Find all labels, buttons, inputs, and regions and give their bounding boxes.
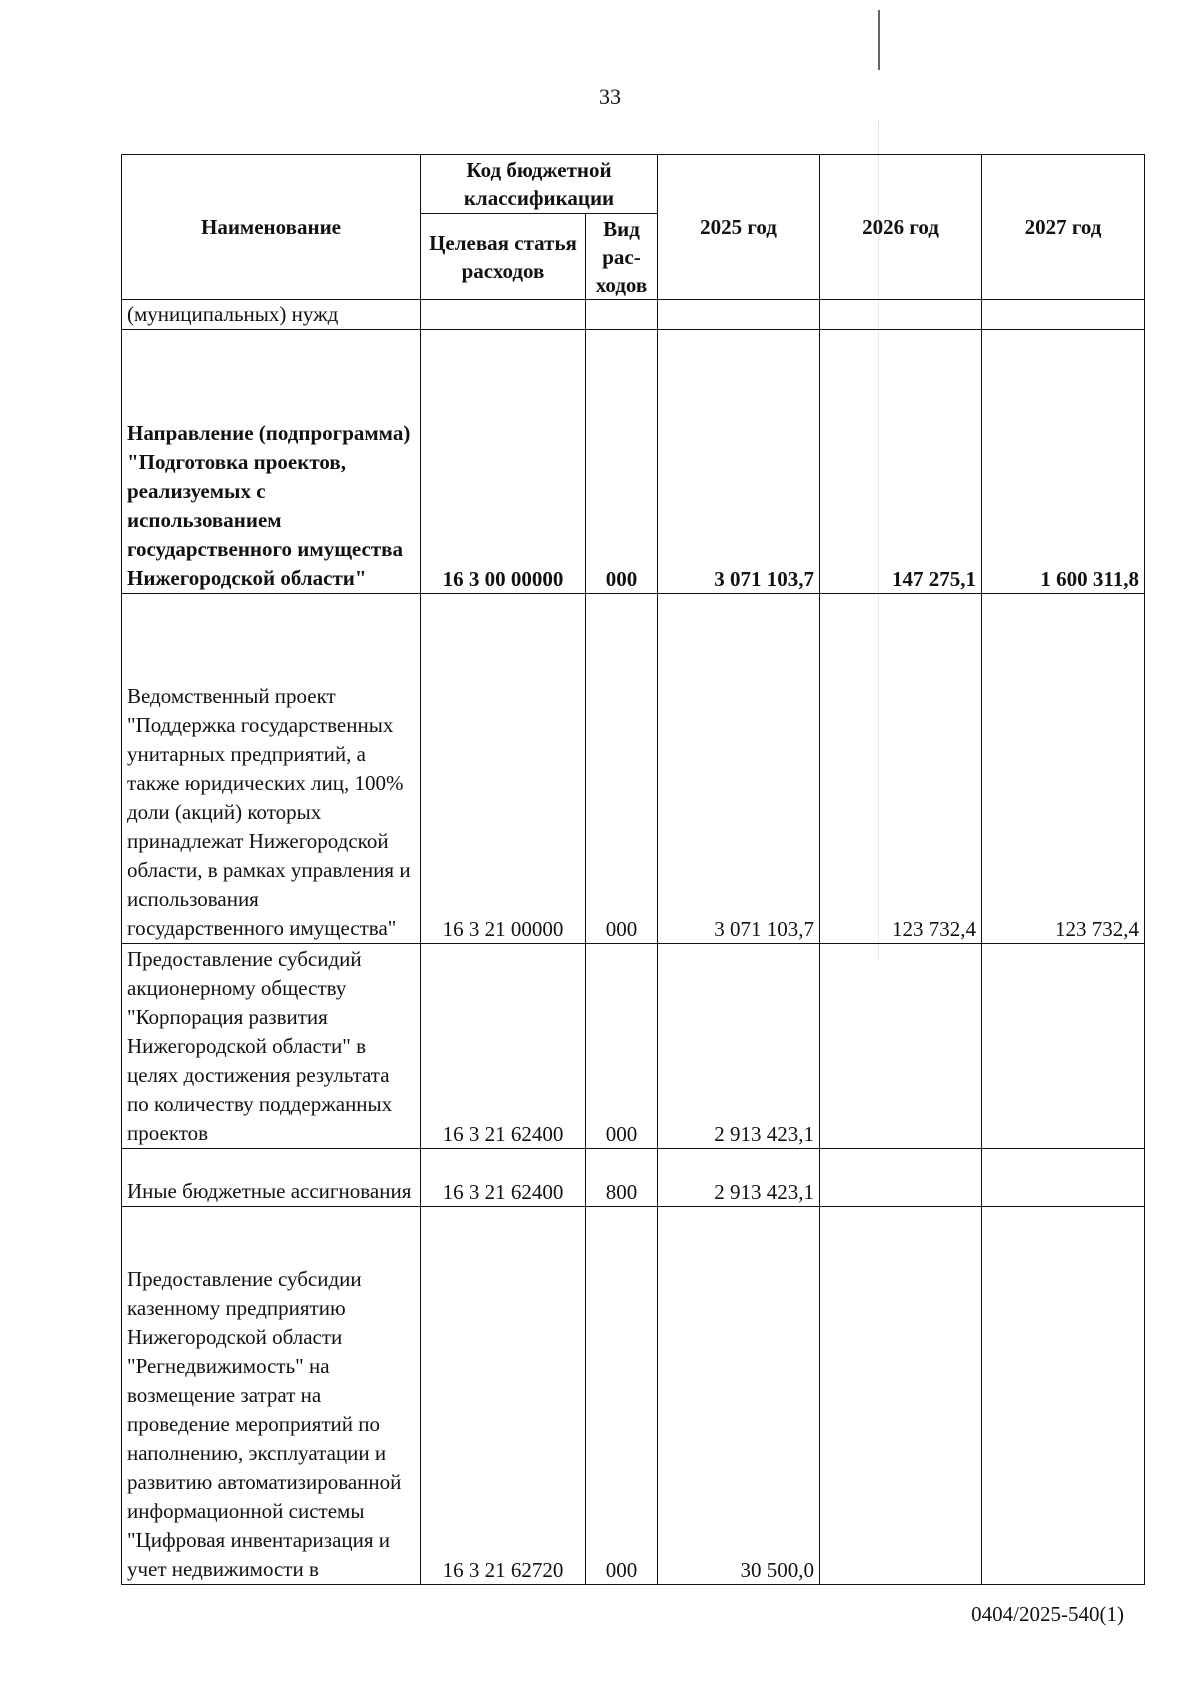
- row-amount-2026: [820, 944, 982, 1149]
- row-code: 16 3 21 00000: [421, 594, 586, 944]
- row-amount-2027: [982, 1149, 1145, 1207]
- table-header-row: [122, 155, 1145, 214]
- row-amount-2026: [820, 1149, 982, 1207]
- table-row: [122, 300, 1145, 330]
- table-row: [122, 1207, 1145, 1585]
- row-amount-2027: [982, 300, 1145, 330]
- row-type: 000: [586, 944, 658, 1149]
- header-budget-code: Код бюджетной классификации: [421, 155, 658, 214]
- budget-table: [121, 154, 1145, 1585]
- table-row: [122, 1149, 1145, 1207]
- row-amount-2025: 3 071 103,7: [658, 330, 820, 594]
- row-name: Ведомственный проект "Поддержка государственных унитарных предприятий, а также юридических лиц, 100% доли (акций) которых принадлежат Нижегородской области, в рамках управления и использования государственного имущества": [122, 594, 421, 944]
- row-type: 000: [586, 1207, 658, 1585]
- row-amount-2025: [658, 300, 820, 330]
- header-year-2027: 2027 год: [982, 155, 1145, 300]
- row-amount-2025: 30 500,0: [658, 1207, 820, 1585]
- row-type: [586, 300, 658, 330]
- row-name: Направление (подпрограмма) "Подготовка проектов, реализуемых с использованием государственного имущества Нижегородской области": [122, 330, 421, 594]
- header-name: Наименование: [122, 155, 421, 300]
- row-type: 800: [586, 1149, 658, 1207]
- document-code: 0404/2025-540(1): [971, 1602, 1124, 1626]
- row-code: 16 3 21 62400: [421, 944, 586, 1149]
- header-target-article: Целевая статья расходов: [421, 214, 586, 300]
- page-number: 33: [599, 84, 621, 109]
- table-row: [122, 944, 1145, 1149]
- row-amount-2025: 2 913 423,1: [658, 1149, 820, 1207]
- row-name: Иные бюджетные ассигнования: [122, 1149, 421, 1207]
- row-type: 000: [586, 594, 658, 944]
- row-amount-2027: [982, 944, 1145, 1149]
- scan-margin-line: [878, 10, 880, 70]
- table-row: [122, 594, 1145, 944]
- row-amount-2026: 123 732,4: [820, 594, 982, 944]
- header-year-2025: 2025 год: [658, 155, 820, 300]
- row-amount-2027: 123 732,4: [982, 594, 1145, 944]
- row-amount-2027: [982, 1207, 1145, 1585]
- row-name: Предоставление субсидии казенному предприятию Нижегородской области "Регнедвижимость" на возмещение затрат на проведение мероприятий по наполнению, эксплуатации и развитию автоматизированной информационной системы "Цифровая инвентаризация и учет недвижимости в: [122, 1207, 421, 1585]
- row-amount-2026: 147 275,1: [820, 330, 982, 594]
- row-code: 16 3 21 62400: [421, 1149, 586, 1207]
- row-name: Предоставление субсидий акционерному обществу "Корпорация развития Нижегородской области" в целях достижения результата по количеству поддержанных проектов: [122, 944, 421, 1149]
- table-row: [122, 330, 1145, 594]
- row-type: 000: [586, 330, 658, 594]
- row-amount-2027: 1 600 311,8: [982, 330, 1145, 594]
- row-name: (муниципальных) нужд: [122, 300, 421, 330]
- row-amount-2026: [820, 300, 982, 330]
- row-amount-2025: 3 071 103,7: [658, 594, 820, 944]
- row-code: 16 3 21 62720: [421, 1207, 586, 1585]
- header-expense-type: Вид рас-ходов: [586, 214, 658, 300]
- header-year-2026: 2026 год: [820, 155, 982, 300]
- row-code: [421, 300, 586, 330]
- row-amount-2026: [820, 1207, 982, 1585]
- row-amount-2025: 2 913 423,1: [658, 944, 820, 1149]
- row-code: 16 3 00 00000: [421, 330, 586, 594]
